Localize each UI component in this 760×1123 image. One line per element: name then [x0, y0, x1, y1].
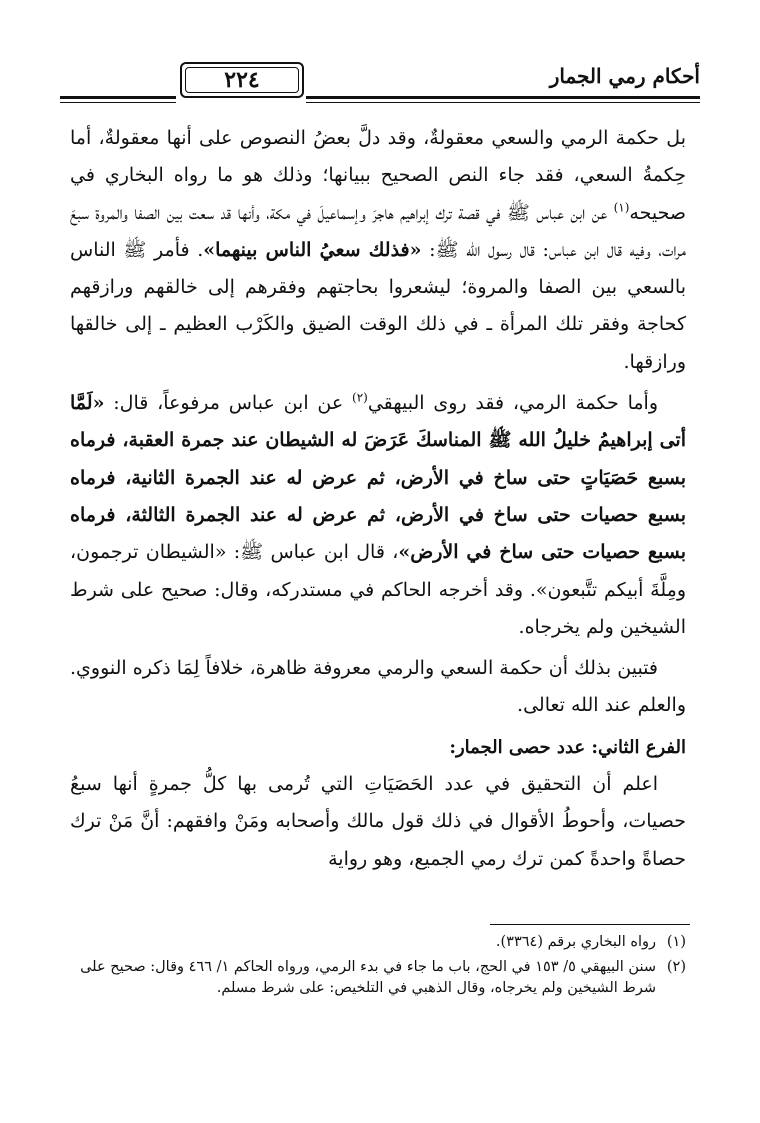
- paragraph: اعلم أن التحقيق في عدد الحَصَيَاتِ التي تُرمى بها كلُّ جمرةٍ أنها سبعُ حصيات، وأحوطُ الأقوال في ذلك قول مالك وأصحابه ومَنْ وافقهم: أنَّ مَنْ ترك حصاةً واحدةً كمن ترك رمي الجميع، وهو رواية: [70, 773, 686, 870]
- paragraph: بل حكمة الرمي والسعي معقولةٌ، وقد دلَّ بعضُ النصوص على أنها معقولةٌ، أما حِكمةُ السعي، فقد جاء النص الصحيح ببيانها؛ وذلك هو ما رواه البخاري في صحيحه$^{(١)}$ عن ابن عباس ﷺ في قصة ترك إبراهيم هاجرَ وإسماعيلَ في مكة، وأنها قد سعت بين الصفا والمروة سبعَ مرات، وفيه قال ابن عباس: قال رسول الله ﷺ: «فذلك سعيُ الناس بينهما». فأمر ﷺ الناس بالسعي بين الصفا والمروة؛ ليشعروا بحاجتهم وفقرهم إلى خالقهم ورازقهم كحاجة وفقر تلك المرأة ـ في ذلك الوقت الضيق والكَرْب العظيم ـ إلى خالقها ورازقها.: [70, 127, 686, 373]
- page-number-frame: [180, 62, 304, 98]
- footnote: [70, 932, 686, 953]
- footnotes: [70, 932, 686, 1003]
- footnote-number: (١): [666, 934, 686, 950]
- header-rule: [306, 96, 700, 99]
- paragraph: فتبين بذلك أن حكمة السعي والرمي معروفة ظاهرة، خلافاً لِمَا ذكره النووي. والعلم عند الله تعالى.: [70, 657, 686, 717]
- footnote-text: رواه البخاري برقم (٣٣٦٤).: [495, 934, 656, 950]
- running-title: أحكام رمي الجمار: [549, 64, 700, 88]
- footnote-ref: (١): [613, 200, 630, 215]
- hadith-quote: «فذلك سعيُ الناس بينهما»: [203, 238, 422, 261]
- main-text: [70, 120, 686, 878]
- section-heading: الفرع الثاني: عدد حصى الجمار:: [449, 736, 686, 758]
- header-rule-left: [60, 96, 176, 99]
- footnote-number: (٢): [666, 959, 686, 975]
- footnote-text: سنن البيهقي ٥/ ١٥٣ في الحج، باب ما جاء في بدء الرمي، ورواه الحاكم ١/ ٤٦٦ وقال: صحيح على شرط الشيخين ولم يخرجاه، وقال الذهبي في التلخيص: على شرط مسلم.: [80, 959, 656, 996]
- paragraph: وأما حكمة الرمي، فقد روى البيهقي$^{(٢)}$ عن ابن عباس مرفوعاً، قال: «لَمَّا أتى إبراهيمُ خليلُ الله ﷺ المناسكَ عَرَضَ له الشيطان عند جمرة العقبة، فرماه بسبع حَصَيَاتٍ حتى ساخ في الأرض، ثم عرض له عند الجمرة الثانية، فرماه بسبع حصيات حتى ساخ في الأرض، ثم عرض له عند الجمرة الثالثة، فرماه بسبع حصيات حتى ساخ في الأرض»، قال ابن عباس ﷺ: «الشيطان ترجمون، ومِلَّةَ أبيكم تتَّبعون». وقد أخرجه الحاكم في مستدركه، وقال: صحيح على شرط الشيخين ولم يخرجاه.: [70, 390, 686, 638]
- page-header: [60, 58, 700, 106]
- footnote-separator: [490, 924, 690, 925]
- footnote: [70, 957, 686, 999]
- footnote-ref: (٢): [352, 390, 368, 405]
- hadith-quote: «لَمَّا أتى إبراهيمُ خليلُ الله ﷺ المناسكَ عَرَضَ له الشيطان عند جمرة العقبة، فرماه بسبع حَصَيَاتٍ حتى ساخ في الأرض، ثم عرض له عند الجمرة الثانية، فرماه بسبع حصيات حتى ساخ في الأرض، ثم عرض له عند الجمرة الثالثة، فرماه بسبع حصيات حتى ساخ في الأرض»: [70, 392, 686, 564]
- page-number: ٢٢٤: [224, 67, 260, 93]
